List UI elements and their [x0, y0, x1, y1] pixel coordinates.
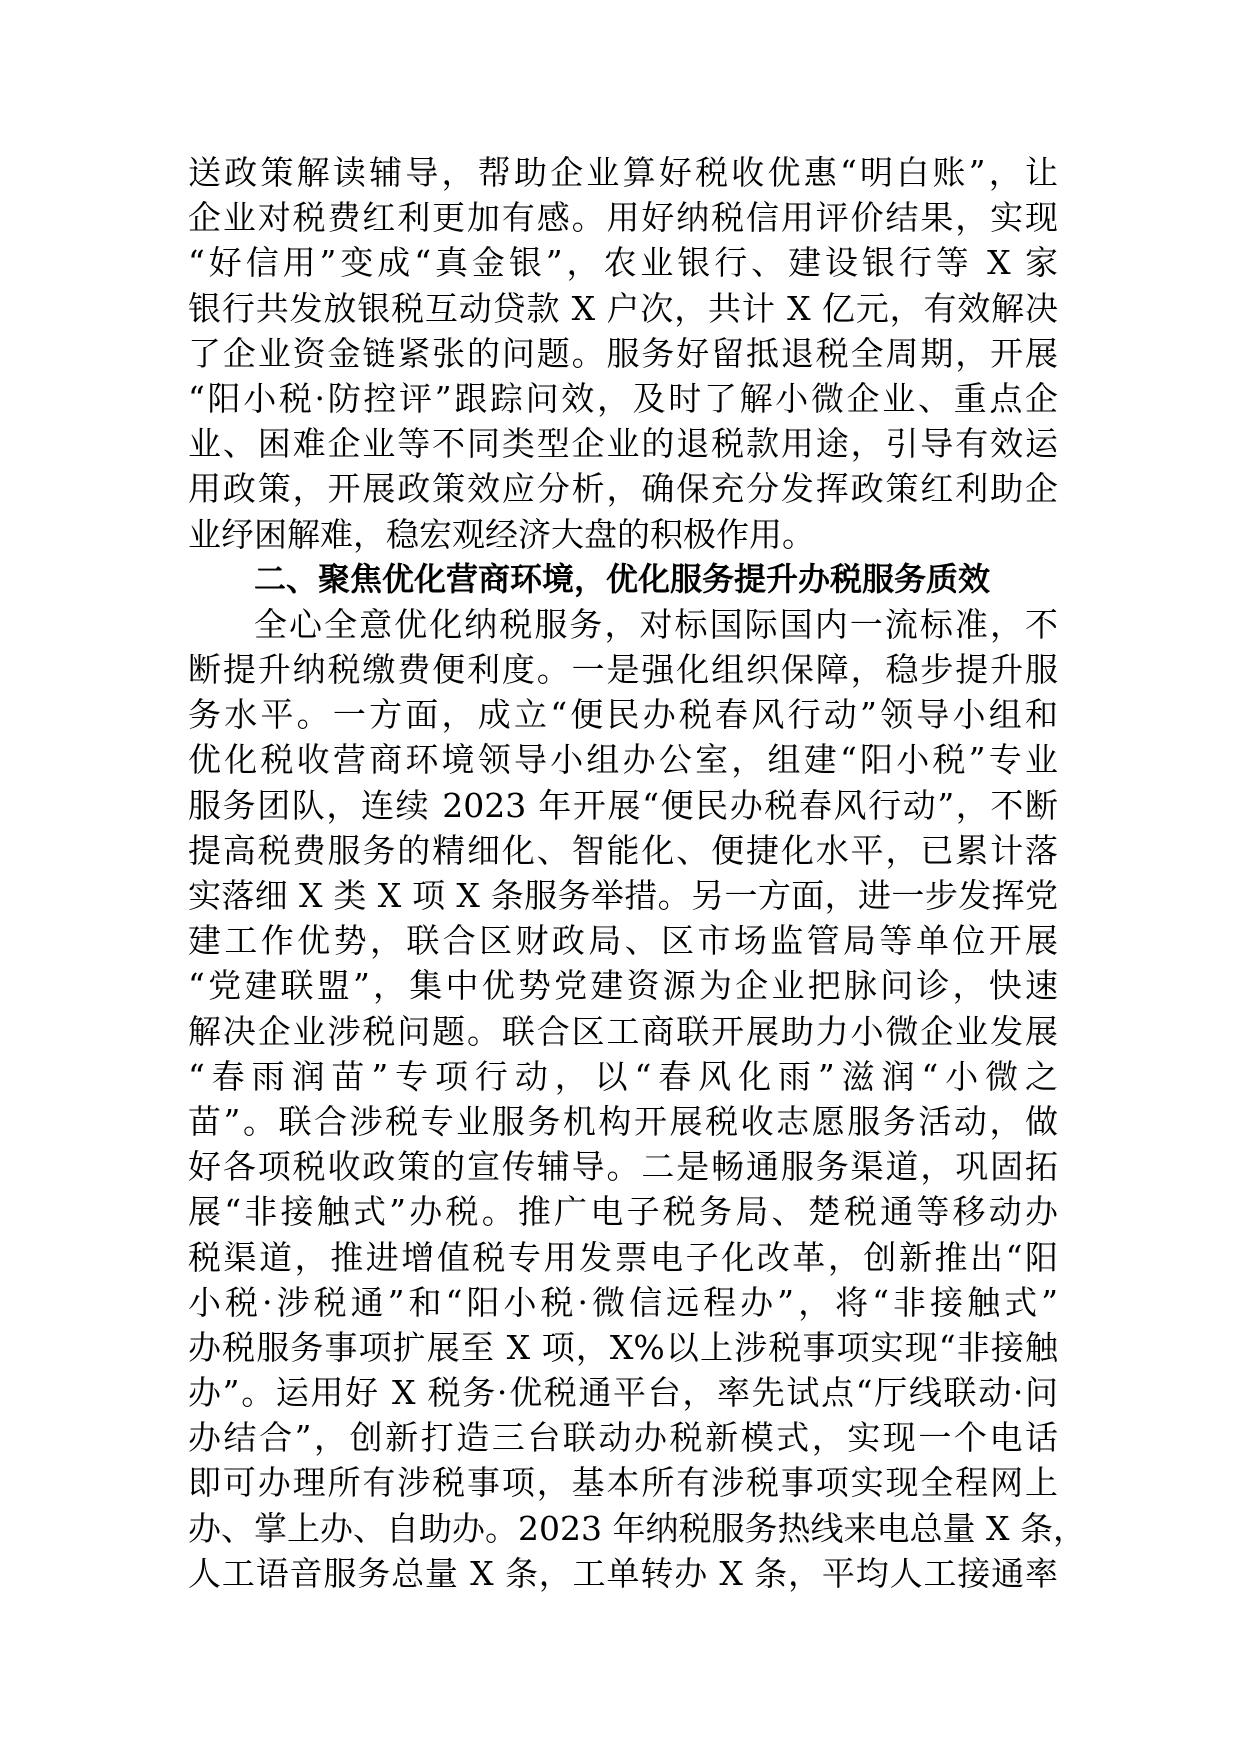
- text-line: 全心全意优化纳税服务，对标国际国内一流标准，不: [254, 604, 1058, 644]
- text-line: 断提升纳税缴费便利度。一是强化组织保障，稳步提升服: [188, 650, 1058, 690]
- text-line: 送政策解读辅导，帮助企业算好税收优惠“明白账”，让: [188, 153, 1058, 192]
- text-line: 银行共发放银税互动贷款 X 户次，共计 X 亿元，有效解决: [188, 288, 1058, 328]
- text-line: 小税·涉税通”和“阳小税·微信远程办”，将“非接触式”: [188, 1282, 1058, 1322]
- text-line: 了企业资金链紧张的问题。服务好留抵退税全周期，开展: [188, 333, 1058, 373]
- text-line: 业、困难企业等不同类型企业的退税款用途，引导有效运: [188, 424, 1058, 464]
- text-line: 提高税费服务的精细化、智能化、便捷化水平，已累计落: [188, 830, 1058, 870]
- text-line: “春雨润苗”专项行动，以“春风化雨”滋润“小微之: [188, 1056, 1058, 1096]
- text-line: “党建联盟”，集中优势党建资源为企业把脉问诊，快速: [188, 966, 1058, 1006]
- section-heading: 二、聚焦优化营商环境，优化服务提升办税服务质效: [254, 559, 991, 598]
- text-line: 用政策，开展政策效应分析，确保充分发挥政策红利助企: [188, 469, 1058, 509]
- text-line: 税渠道，推进增值税专用发票电子化改革，创新推出“阳: [188, 1237, 1058, 1277]
- text-line: 服务团队，连续 2023 年开展“便民办税春风行动”，不断: [188, 785, 1058, 825]
- text-line: 优化税收营商环境领导小组办公室，组建“阳小税”专业: [188, 740, 1058, 780]
- text-line: 苗”。联合涉税专业服务机构开展税收志愿服务活动，做: [188, 1101, 1058, 1141]
- text-line: 展“非接触式”办税。推广电子税务局、楚税通等移动办: [188, 1192, 1058, 1232]
- text-line: 办税服务事项扩展至 X 项，X%以上涉税事项实现“非接触: [188, 1327, 1058, 1367]
- paragraph-1: [188, 150, 1058, 557]
- body-text: [188, 150, 1086, 1596]
- text-line: 解决企业涉税问题。联合区工商联开展助力小微企业发展: [188, 1011, 1058, 1051]
- text-line: 办”。运用好 X 税务·优税通平台，率先试点“厅线联动·问: [188, 1373, 1058, 1413]
- text-line: 企业对税费红利更加有感。用好纳税信用评价结果，实现: [188, 198, 1058, 238]
- paragraph-2: [188, 602, 1086, 1596]
- text-line: 办、掌上办、自助办。2023 年纳税服务热线来电总量 X 条，: [188, 1508, 1086, 1548]
- text-line: 好各项税收政策的宣传辅导。二是畅通服务渠道，巩固拓: [188, 1147, 1058, 1187]
- text-line: 业纾困解难，稳宏观经济大盘的积极作用。: [188, 514, 815, 554]
- text-line: 实落细 X 类 X 项 X 条服务举措。另一方面，进一步发挥党: [188, 876, 1058, 915]
- text-line: 建工作优势，联合区财政局、区市场监管局等单位开展: [188, 921, 1058, 961]
- text-line: 办结合”，创新打造三台联动办税新模式，实现一个电话: [188, 1418, 1058, 1458]
- text-line: “好信用”变成“真金银”，农业银行、建设银行等 X 家: [188, 243, 1058, 283]
- text-line: 人工语音服务总量 X 条，工单转办 X 条，平均人工接通率: [188, 1553, 1058, 1593]
- text-line: “阳小税·防控评”跟踪问效，及时了解小微企业、重点企: [188, 378, 1058, 418]
- text-line: 务水平。一方面，成立“便民办税春风行动”领导小组和: [188, 695, 1058, 735]
- text-line: 即可办理所有涉税事项，基本所有涉税事项实现全程网上: [188, 1463, 1058, 1503]
